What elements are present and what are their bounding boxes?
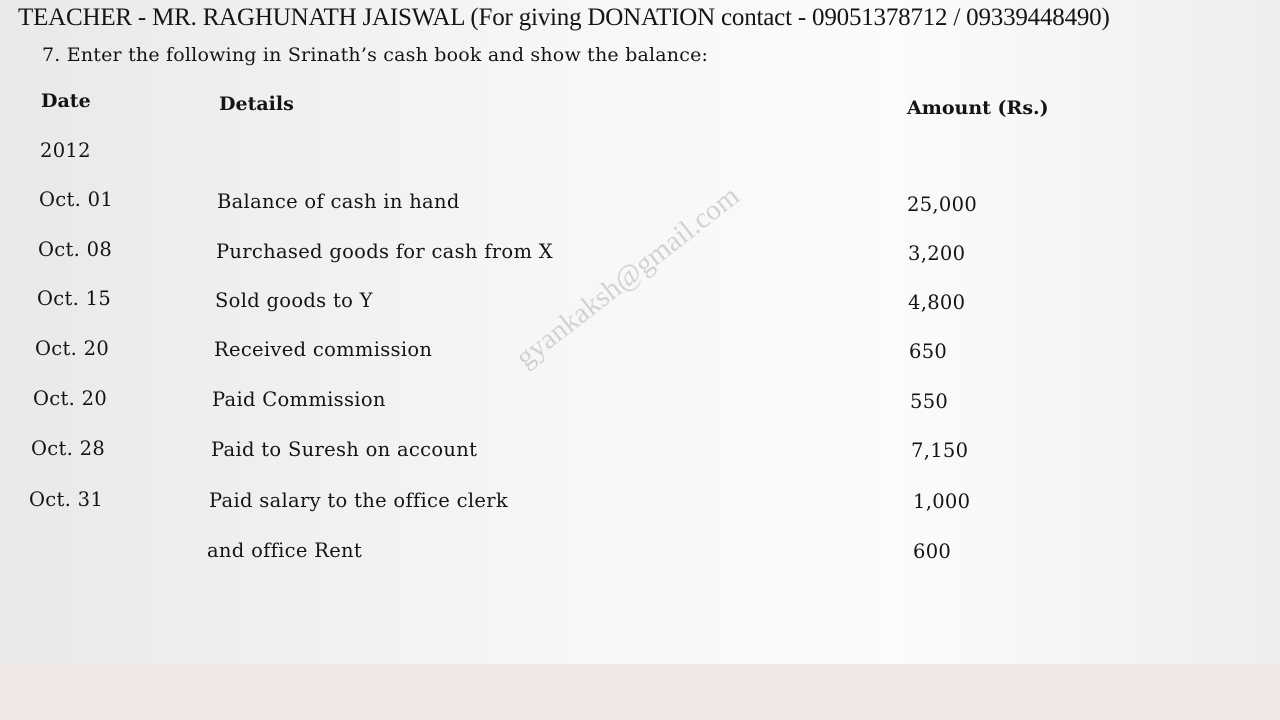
- row-details: Paid to Suresh on account: [211, 438, 478, 461]
- date-header: Date: [41, 90, 91, 112]
- row-date: Oct. 20: [35, 337, 110, 360]
- email-watermark: gyankaksh@gmail.com: [509, 179, 746, 374]
- year-label: 2012: [40, 139, 91, 162]
- row-date: Oct. 01: [39, 188, 114, 211]
- row-details: and office Rent: [207, 539, 363, 562]
- row-date: Oct. 20: [33, 387, 108, 410]
- row-date: Oct. 28: [31, 437, 106, 460]
- row-amount: 1,000: [913, 490, 971, 513]
- row-details: Paid salary to the office clerk: [209, 489, 508, 512]
- amount-header: Amount (Rs.): [907, 97, 1049, 119]
- row-date: Oct. 15: [37, 287, 112, 310]
- row-details: Purchased goods for cash from X: [216, 240, 553, 263]
- row-amount: 550: [910, 390, 949, 413]
- row-details: Received commission: [214, 338, 433, 361]
- row-amount: 4,800: [908, 291, 966, 314]
- row-date: Oct. 08: [38, 238, 113, 261]
- row-details: Balance of cash in hand: [217, 190, 460, 213]
- row-details: Sold goods to Y: [215, 289, 373, 312]
- row-amount: 7,150: [911, 439, 969, 462]
- teacher-banner: TEACHER - MR. RAGHUNATH JAISWAL (For giving DONATION contact - 09051378712 / 09339448490): [18, 4, 1110, 31]
- row-amount: 650: [909, 340, 948, 363]
- row-date: Oct. 31: [29, 488, 104, 511]
- question-text: 7. Enter the following in Srinath’s cash book and show the balance:: [42, 44, 709, 66]
- row-amount: 25,000: [907, 193, 978, 216]
- row-amount: 3,200: [908, 242, 966, 265]
- row-details: Paid Commission: [212, 388, 386, 411]
- bottom-strip: [0, 664, 1280, 720]
- row-amount: 600: [913, 540, 952, 563]
- details-header: Details: [219, 93, 294, 115]
